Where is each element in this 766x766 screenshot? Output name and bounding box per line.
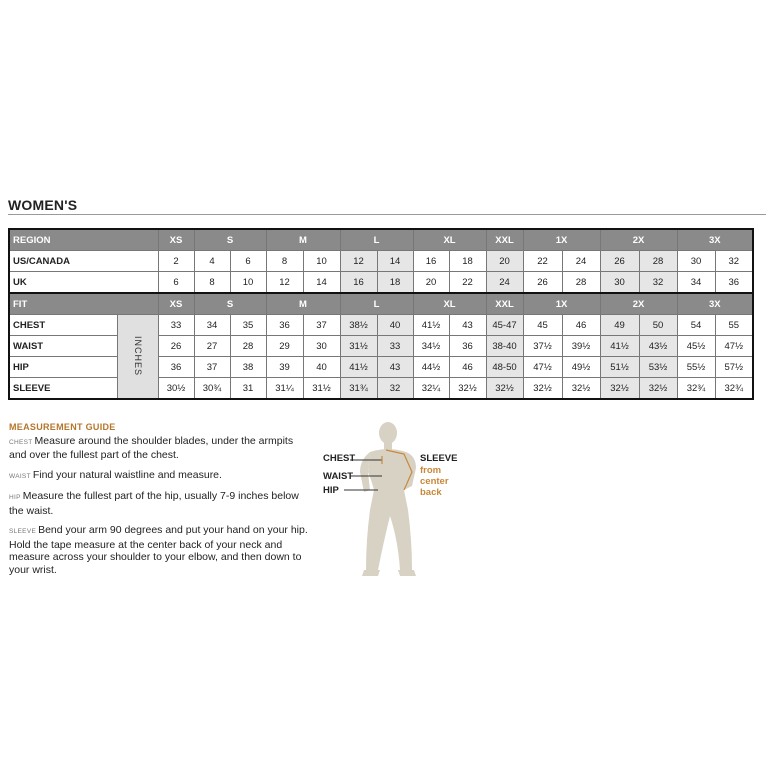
table-cell: 32 [639,272,677,294]
size-group-header: XXL [486,293,523,315]
table-cell: 29 [266,336,303,357]
page-title: WOMEN'S [8,197,78,213]
table-cell: 30 [303,336,340,357]
table-cell: 41½ [340,357,377,378]
table-cell: 31¼ [266,378,303,400]
table-cell: 47½ [523,357,562,378]
table-cell: 46 [562,315,600,336]
table-cell: 32½ [449,378,486,400]
table-cell: 30½ [158,378,194,400]
table-cell: 14 [377,251,413,272]
row-label: HIP [9,357,117,378]
table-row [9,272,753,294]
fit-header-row [9,293,753,315]
table-cell: 26 [523,272,562,294]
table-cell: 16 [340,272,377,294]
table-cell: 32½ [523,378,562,400]
table-cell: 2 [158,251,194,272]
table-cell: 41½ [600,336,639,357]
guide-sleeve-text: Bend your arm 90 degrees and put your hand on your hip. Hold the tape measure at the center back of your neck and measure across your shoulder to your elbow, and then down to your wrist. [9,524,308,576]
size-chart-table [8,228,754,400]
table-cell: 8 [194,272,230,294]
size-group-header: XXL [486,229,523,251]
table-cell: 31¾ [340,378,377,400]
table-cell: 34 [677,272,715,294]
table-cell: 26 [600,251,639,272]
table-cell: 38½ [340,315,377,336]
table-cell: 37 [303,315,340,336]
table-cell: 24 [562,251,600,272]
table-cell: 33 [158,315,194,336]
table-cell: 32½ [639,378,677,400]
woman-silhouette-icon [320,420,460,580]
table-cell: 55½ [677,357,715,378]
table-cell: 6 [158,272,194,294]
table-cell: 34½ [413,336,449,357]
table-row [9,315,753,336]
table-cell: 32½ [486,378,523,400]
region-header-row-label: REGION [9,229,158,251]
table-cell: 10 [303,251,340,272]
table-cell: 45 [523,315,562,336]
table-cell: 37 [194,357,230,378]
guide-heading: MEASUREMENT GUIDE [9,422,116,432]
table-cell: 32¾ [677,378,715,400]
table-cell: 24 [486,272,523,294]
table-cell: 46 [449,357,486,378]
guide-sleeve [9,524,309,576]
table-cell: 36 [449,336,486,357]
row-label: WAIST [9,336,117,357]
figure-sleeve-label: SLEEVE [420,453,458,464]
size-group-header: XS [158,229,194,251]
table-cell: 30¾ [194,378,230,400]
table-cell: 28 [562,272,600,294]
table-cell: 20 [413,272,449,294]
table-cell: 45½ [677,336,715,357]
table-cell: 57½ [715,357,753,378]
guide-waist-key: WAIST [9,472,31,480]
figure-sleeve-note [420,465,449,498]
table-cell: 43 [377,357,413,378]
table-cell: 53½ [639,357,677,378]
sleeve-note-line-2: center [420,476,449,487]
row-label: SLEEVE [9,378,117,400]
table-cell: 39 [266,357,303,378]
table-cell: 31 [230,378,266,400]
measurement-guide [9,421,309,583]
table-row [9,251,753,272]
table-cell: 26 [158,336,194,357]
unit-label: INCHES [117,315,158,400]
table-cell: 31½ [303,378,340,400]
figure-waist-label: WAIST [323,471,354,482]
table-cell: 32¼ [413,378,449,400]
table-cell: 8 [266,251,303,272]
guide-sleeve-key: SLEEVE [9,528,37,535]
row-label: US/CANADA [9,251,158,272]
table-cell: 20 [486,251,523,272]
figure-chest-label: CHEST [323,453,356,464]
table-cell: 43 [449,315,486,336]
measurement-figure [320,420,460,580]
table-cell: 6 [230,251,266,272]
table-cell: 54 [677,315,715,336]
table-cell: 37½ [523,336,562,357]
sleeve-note-line-1: from [420,465,442,476]
table-cell: 47½ [715,336,753,357]
table-cell: 12 [340,251,377,272]
table-cell: 36 [158,357,194,378]
table-cell: 49½ [562,357,600,378]
sleeve-note-line-3: back [420,487,442,498]
fit-header-row-label: FIT [9,293,158,315]
size-group-header: XL [413,293,486,315]
table-cell: 40 [377,315,413,336]
size-group-header: L [340,229,413,251]
table-cell: 48-50 [486,357,523,378]
table-cell: 55 [715,315,753,336]
row-label: CHEST [9,315,117,336]
table-cell: 49 [600,315,639,336]
table-cell: 39½ [562,336,600,357]
guide-chest-key: CHEST [9,438,33,446]
size-group-header: XS [158,293,194,315]
table-cell: 36 [715,272,753,294]
size-group-header: L [340,293,413,315]
guide-waist-text: Find your natural waistline and measure. [32,468,222,481]
table-cell: 38-40 [486,336,523,357]
table-cell: 51½ [600,357,639,378]
guide-hip-key: HIP [9,494,21,501]
size-group-header: 1X [523,229,600,251]
table-cell: 32 [377,378,413,400]
table-cell: 32½ [600,378,639,400]
guide-chest [9,435,309,462]
table-cell: 12 [266,272,303,294]
table-cell: 43½ [639,336,677,357]
table-cell: 27 [194,336,230,357]
size-group-header: S [194,229,266,251]
table-cell: 44½ [413,357,449,378]
table-cell: 45-47 [486,315,523,336]
size-group-header: 3X [677,229,753,251]
table-cell: 38 [230,357,266,378]
table-cell: 32¾ [715,378,753,400]
table-cell: 31½ [340,336,377,357]
table-cell: 34 [194,315,230,336]
table-cell: 33 [377,336,413,357]
region-header-row [9,229,753,251]
table-cell: 10 [230,272,266,294]
table-cell: 30 [677,251,715,272]
row-label: UK [9,272,158,294]
table-cell: 40 [303,357,340,378]
size-group-header: M [266,229,340,251]
table-cell: 35 [230,315,266,336]
table-cell: 28 [230,336,266,357]
size-group-header: 3X [677,293,753,315]
table-cell: 22 [449,272,486,294]
table-cell: 41½ [413,315,449,336]
size-group-header: XL [413,229,486,251]
table-cell: 18 [377,272,413,294]
guide-chest-text: Measure around the shoulder blades, under the armpits and over the fullest part of the chest. [9,434,294,461]
guide-waist [9,469,309,484]
table-cell: 36 [266,315,303,336]
size-group-header: M [266,293,340,315]
table-cell: 50 [639,315,677,336]
size-group-header: 1X [523,293,600,315]
table-cell: 32 [715,251,753,272]
guide-hip-text: Measure the fullest part of the hip, usually 7-9 inches below the waist. [9,490,299,517]
table-cell: 32½ [562,378,600,400]
table-cell: 30 [600,272,639,294]
table-cell: 16 [413,251,449,272]
table-cell: 28 [639,251,677,272]
guide-hip [9,490,309,517]
title-divider [8,214,766,215]
size-group-header: 2X [600,229,677,251]
table-cell: 18 [449,251,486,272]
figure-hip-label: HIP [323,485,339,496]
table-cell: 14 [303,272,340,294]
size-group-header: S [194,293,266,315]
size-group-header: 2X [600,293,677,315]
table-cell: 4 [194,251,230,272]
table-cell: 22 [523,251,562,272]
